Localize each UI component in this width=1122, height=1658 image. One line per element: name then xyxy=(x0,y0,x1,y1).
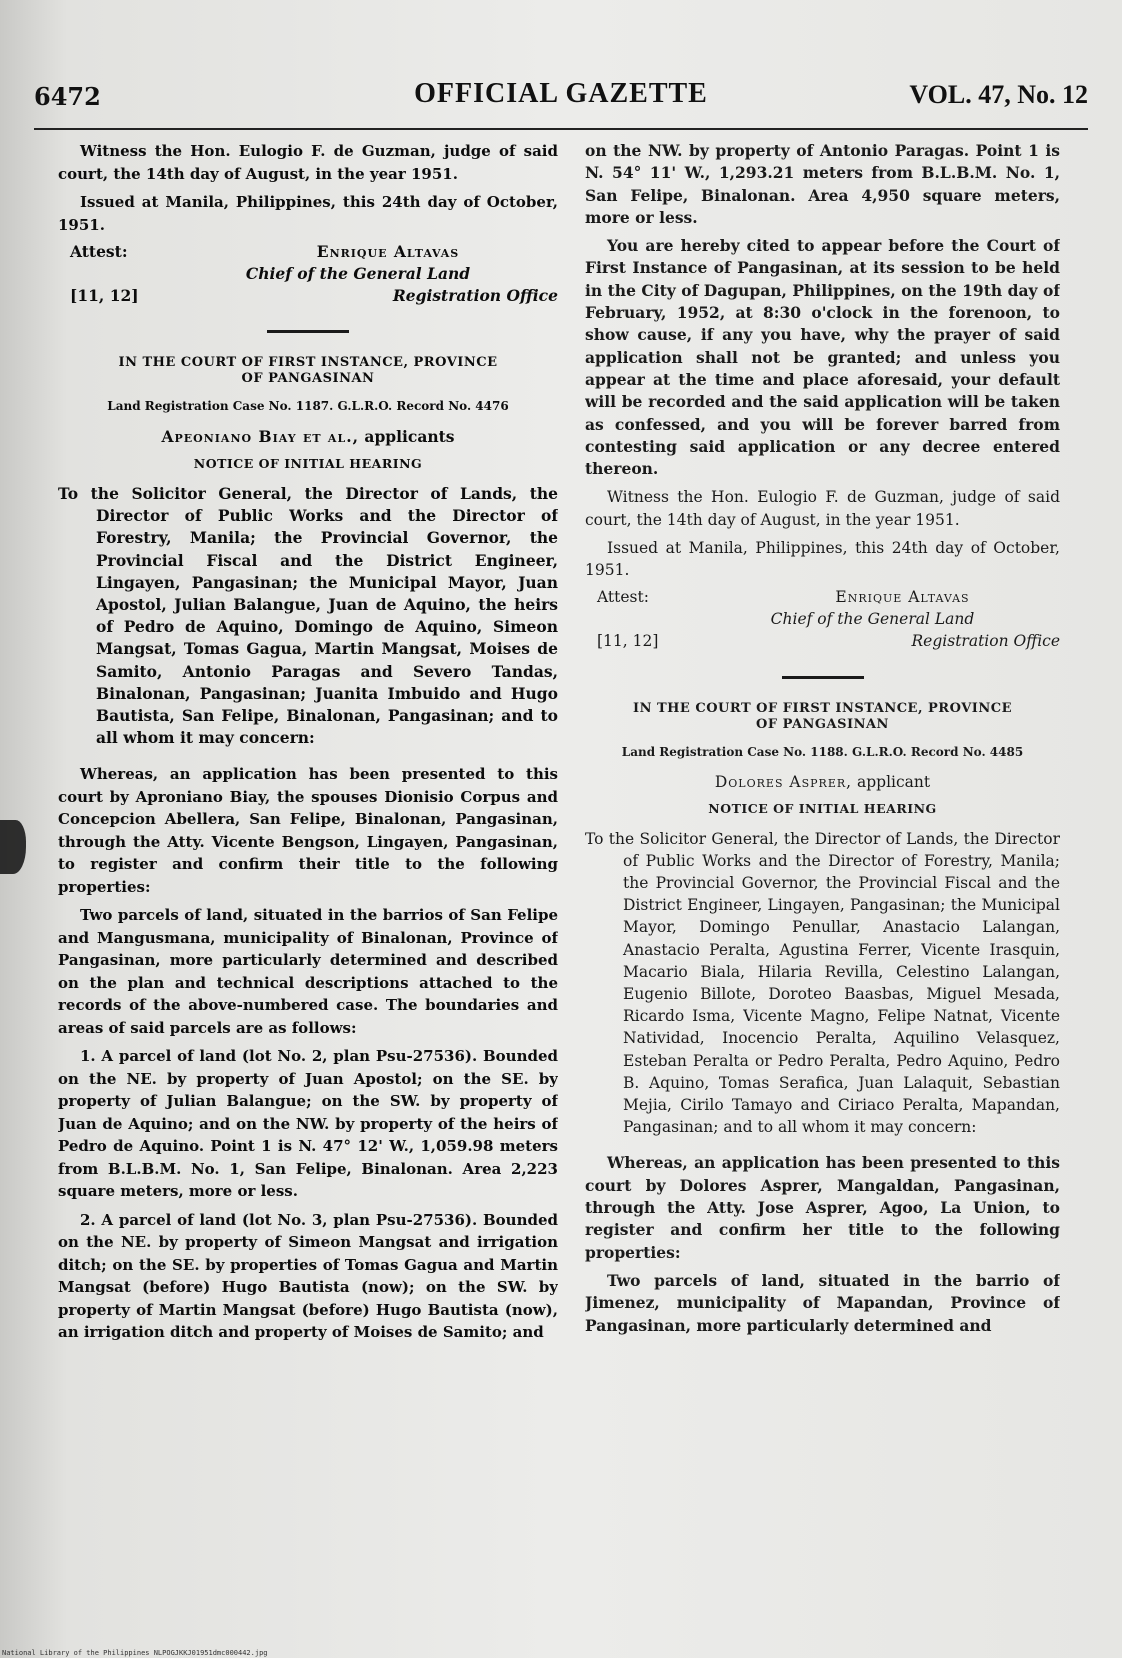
attest-label: Attest: xyxy=(597,587,649,606)
applicant-suffix: applicant xyxy=(852,772,931,791)
section-divider xyxy=(267,330,349,333)
section-divider xyxy=(782,676,864,679)
applicant-suffix: applicants xyxy=(359,427,455,446)
notice-title: NOTICE OF INITIAL HEARING xyxy=(708,800,937,816)
case-number-line: Land Registration Case No. 1188. G.L.R.O. Record No. 4485 xyxy=(621,744,1024,759)
page-header xyxy=(34,78,1088,122)
whereas-paragraph: Whereas, an application has been presented to this court by Aproniano Biay, the spouses Dionisio Corpus and Concepcion Abellera, San Felipe, Binalonan, Pangasinan, through the Atty. Vicente Bengson, Lingayen, Pangasinan, to register and confirm their title to the following properties: xyxy=(58,765,558,896)
parcels-paragraph: Two parcels of land, situated in the barrios of San Felipe and Mangusmana, municipality of Binalonan, Province of Pangasinan, more particularly determined and described on the plan and technical descriptions attached to the records of the above-numbered case. The boundaries and areas of said parcels are as follows: xyxy=(58,906,558,1037)
attest-title-line-1: Chief of the General Land xyxy=(770,609,975,628)
court-heading-line-2: OF PANGASINAN xyxy=(756,716,889,732)
attest-signatory: Enrique Altavas xyxy=(835,587,970,606)
case-number-line: Land Registration Case No. 1187. G.L.R.O. Record No. 4476 xyxy=(107,399,509,413)
applicant-name: Apeoniano Biay et al., xyxy=(161,427,359,446)
attest-title-line-1: Chief of the General Land xyxy=(245,264,471,283)
applicant-name: Dolores Asprer, xyxy=(714,772,853,791)
publication-title: OFFICIAL GAZETTE xyxy=(414,78,708,109)
volume-number: VOL. 47, No. 12 xyxy=(909,80,1088,109)
header-rule xyxy=(34,128,1088,130)
parcels-paragraph: Two parcels of land, situated in the barrio of Jimenez, municipality of Mapandan, Province of Pangasinan, more particularly determined and xyxy=(585,1270,1060,1335)
right-witness-paragraph: Witness the Hon. Eulogio F. de Guzman, judge of said court, the 14th day of August, in the year 1951. xyxy=(585,488,1060,529)
court-heading xyxy=(585,701,1060,733)
page-number: 6472 xyxy=(34,82,101,111)
right-issued-paragraph: Issued at Manila, Philippines, this 24th day of October, 1951. xyxy=(585,539,1060,580)
left-issued-paragraph: Issued at Manila, Philippines, this 24th day of October, 1951. xyxy=(58,193,558,234)
whereas-paragraph: Whereas, an application has been presented to this court by Dolores Asprer, Mangaldan, Pangasinan, through the Atty. Jose Asprer, Agoo, La Union, to register and confirm her title to the following properties: xyxy=(585,1153,1060,1262)
court-heading-line-1: IN THE COURT OF FIRST INSTANCE, PROVINCE xyxy=(118,355,498,370)
issue-reference: [11, 12] xyxy=(70,286,139,305)
attest-label: Attest: xyxy=(70,242,128,261)
page-blot xyxy=(0,820,26,874)
parcel-1-paragraph: 1. A parcel of land (lot No. 2, plan Psu-27536). Bounded on the NE. by property of Juan Apostol; on the SE. by property of Julian Balangue; on the SW. by property of Juan de Aquino; and on the NW. by property of the heirs of Pedro de Aquino. Point 1 is N. 47° 12' W., 1,059.98 meters from B.L.B.M. No. 1, San Felipe, Binalonan. Area 2,223 square meters, more or less. xyxy=(58,1047,558,1201)
left-witness-paragraph: Witness the Hon. Eulogio F. de Guzman, judge of said court, the 14th day of August, in the year 1951. xyxy=(58,142,558,183)
cited-paragraph: You are hereby cited to appear before the Court of First Instance of Pangasinan, at its session to be held in the City of Dagupan, Philippines, on the 19th day of February, 1952, at 8:30 o'clock in the forenoon, to show cause, if any you have, why the prayer of said application shall not be granted; and unless you appear at the time and place aforesaid, your default will be recorded and the said application will be taken as confessed, and you will be forever barred from contesting said application or any decree entered thereon. xyxy=(585,236,1060,479)
court-heading xyxy=(58,355,558,387)
addressee-paragraph: To the Solicitor General, the Director of Lands, the Director of Public Works and the Director of Forestry, Manila; the Provincial Governor, the Provincial Fiscal and the District Engineer, Lingayen, Pangasinan; the Municipal Mayor, Domingo Penullar, Anastacio Lalangan, Anastacio Peralta, Agustina Ferrer, Vicente Irasquin, Macario Biala, Hilaria Revilla, Celestino Lalangan, Eugenio Billote, Doroteo Baasbas, Miguel Mesada, Ricardo Isma, Vicente Magno, Felipe Natnat, Vicente Natividad, Inocencio Peralta, Aquilino Velasquez, Esteban Peralta or Pedro Peralta, Pedro Aquino, Pedro B. Aquino, Tomas Serafica, Juan Lalaquit, Sebastian Mejia, Cirilo Tamayo and Ciriaco Peralta, Mapandan, Pangasinan; and to all whom it may concern: xyxy=(585,829,1060,1137)
right-column xyxy=(585,140,1060,1612)
parcel-2-paragraph: 2. A parcel of land (lot No. 3, plan Psu-27536). Bounded on the NE. by property of Simeon Mangsat and irrigation ditch; on the SE. by properties of Tomas Gagua and Martin Mangsat (before) Hugo Bautista (now); on the SW. by property of Martin Mangsat (before) Hugo Bautista (now), an irrigation ditch and property of Moises de Samito; and xyxy=(58,1210,558,1342)
applicant-line xyxy=(585,773,1060,791)
scan-source-footer: National Library of the Philippines NLPOGJKKJ01951dmc000442.jpg xyxy=(2,1649,268,1657)
addressee-paragraph: To the Solicitor General, the Director of Lands, the Director of Public Works and the Director of Forestry, Manila; the Provincial Governor, the Provincial Fiscal and the District Engineer, Lingayen, Pangasinan; the Municipal Mayor, Juan Apostol, Julian Balangue, Juan de Aquino, the heirs of Pedro de Aquino, Domingo de Aquino, Simeon Mangsat, Tomas Gagua, Martin Mangsat, Moises de Samito, Antonio Paragas and Severo Tandas, Binalonan, Pangasinan; Juanita Imbuido and Hugo Bautista, San Felipe, Binalonan, Pangasinan; and to all whom it may concern: xyxy=(58,484,558,748)
notice-title: NOTICE OF INITIAL HEARING xyxy=(193,456,423,471)
attest-signatory: Enrique Altavas xyxy=(316,242,460,261)
court-heading-line-2: OF PANGASINAN xyxy=(241,371,375,386)
continuation-paragraph: on the NW. by property of Antonio Paragas. Point 1 is N. 54° 11' W., 1,293.21 meters from B.L.B.M. No. 1, San Felipe, Binalonan. Area 4,950 square meters, more or less. xyxy=(585,141,1060,227)
issue-reference: [11, 12] xyxy=(597,631,659,650)
applicant-line xyxy=(58,427,558,446)
court-heading-line-1: IN THE COURT OF FIRST INSTANCE, PROVINCE xyxy=(632,700,1013,716)
left-column xyxy=(58,140,558,1612)
attest-title-line-2: Registration Office xyxy=(392,286,558,305)
attest-title-line-2: Registration Office xyxy=(911,631,1060,650)
right-attestation xyxy=(585,588,1060,658)
left-attestation xyxy=(58,242,558,312)
